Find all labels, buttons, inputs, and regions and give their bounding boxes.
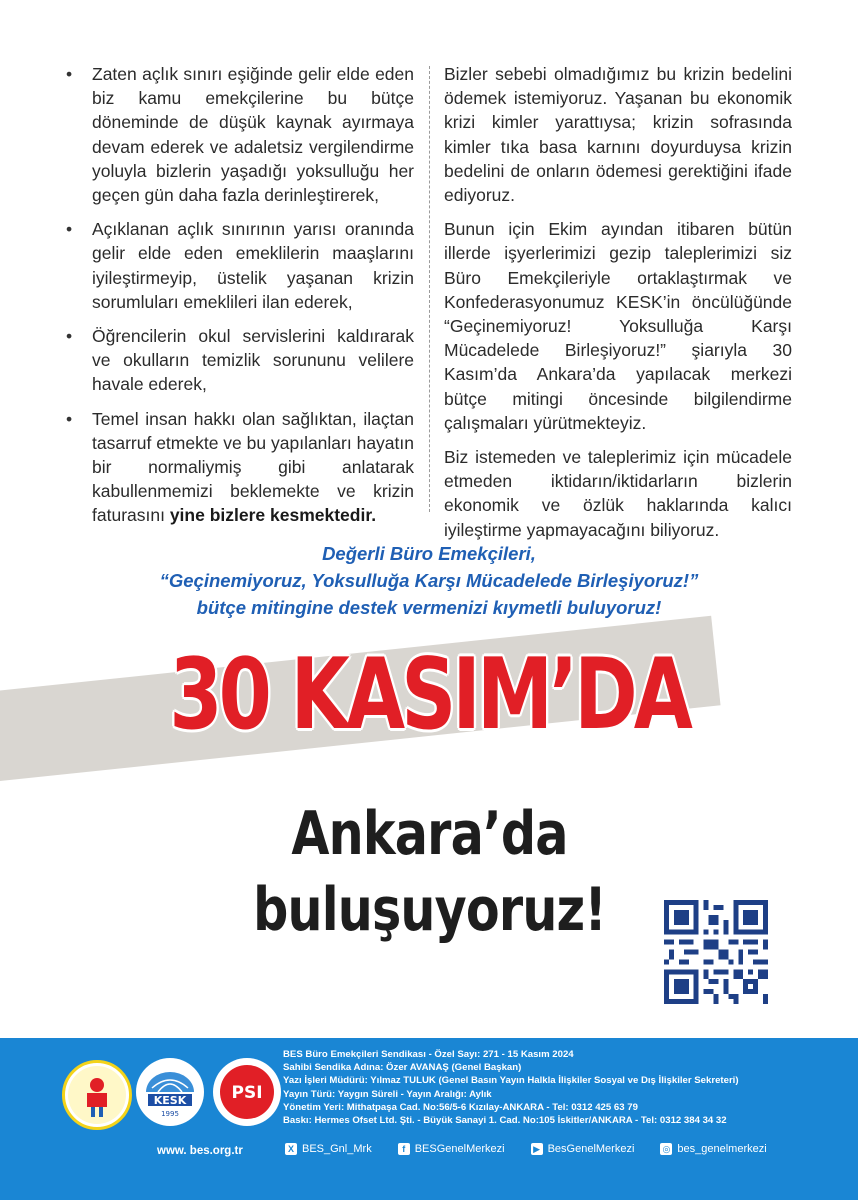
callout-message (0, 540, 858, 621)
social-handle: BESGenelMerkezi (414, 1143, 505, 1155)
social-links (285, 1143, 767, 1155)
list-item: • Açıklanan açlık sınırının yarısı oranında gelir elde eden emeklilerin maaşlarını iyileştirmeyip, üstelik yaşanan krizin sorumluları emeklileri ilan ederek, (62, 217, 414, 314)
list-item: • Zaten açlık sınırı eşiğinde gelir elde eden biz kamu emekçilerine bu bütçe döneminde de düşük kaynak ayırmaya devam ederek ve adaletsiz vergilendirme yoluyla bizlerin yaşadığı yoksulluğu her geçen gün daha fazla derinleştirerek, (62, 62, 414, 207)
publication-line: Yönetim Yeri: Mithatpaşa Cad. No:56/5-6 Kızılay-ANKARA - Tel: 0312 425 63 79 (283, 1101, 638, 1113)
callout-line: bütçe mitingine destek vermenizi kıymetli buluyoruz! (196, 597, 662, 618)
grievance-list (62, 62, 414, 528)
x-icon: X (285, 1143, 297, 1155)
social-handle: BES_Gnl_Mrk (302, 1143, 372, 1155)
social-facebook-link[interactable] (398, 1143, 505, 1155)
kesk-logo-year: 1995 (161, 1110, 179, 1118)
psi-logo-text: PSI (231, 1083, 263, 1103)
publication-line: Baskı: Hermes Ofset Ltd. Şti. - Büyük Sanayi 1. Cad. No:105 İskitler/ANKARA - Tel: 0312 384 34 32 (283, 1115, 727, 1127)
kesk-globe-icon (136, 1058, 204, 1126)
psi-logo (213, 1058, 281, 1126)
list-item: • Temel insan hakkı olan sağlıktan, ilaçtan tasarruf etmekte ve bu yapılanları hayatın bir normaliymiş gibi anlatarak kabullenmemizi beklemekte ve krizin faturasını yine bizlere kesmektedir. (62, 407, 414, 528)
social-handle: bes_genelmerkezi (677, 1143, 767, 1155)
publication-line: BES Büro Emekçileri Sendikası - Özel Sayı: 271 - 15 Kasım 2024 (283, 1049, 574, 1060)
qr-code[interactable] (664, 900, 768, 1004)
emphasis-text: yine bizlere kesmektedir. (169, 505, 377, 526)
callout-line: Değerli Büro Emekçileri, (322, 543, 536, 564)
column-divider (429, 66, 430, 512)
list-item: • Öğrencilerin okul servislerini kaldırarak ve okulların temizlik sorununu velilere havale ederek, (62, 324, 414, 397)
bes-emblem-icon (65, 1063, 129, 1127)
right-column (444, 62, 792, 552)
website-link[interactable]: www. bes.org.tr (157, 1145, 243, 1157)
publication-line: Yazı İşleri Müdürü: Yılmaz TULUK (Genel Basın Yayın Halkla İlişkiler Sosyal ve Dış İlişkiler Sekreteri) (283, 1075, 739, 1087)
psi-emblem-icon (213, 1058, 281, 1126)
social-handle: BesGenelMerkezi (547, 1143, 635, 1155)
publication-line: Yayın Türü: Yaygın Süreli - Yayın Aralığı: Aylık (283, 1088, 492, 1100)
bes-logo (62, 1060, 132, 1130)
paragraph: Bizler sebebi olmadığımız bu krizin bedelini ödemek istemiyoruz. Yaşanan bu ekonomik krizi kimler yarattıysa; krizin sofrasında kimler tıka basa karnını doyurduysa krizin bedelini de onların ödemesi gerektiğini ifade ediyoruz. (444, 64, 792, 206)
social-instagram-link[interactable] (660, 1143, 766, 1155)
subheadline-line: buluşuyoruz! (253, 875, 606, 945)
left-column (62, 62, 414, 538)
kesk-logo-text: KESK (153, 1094, 187, 1107)
publication-info (283, 1048, 739, 1127)
social-x-link[interactable] (285, 1143, 372, 1155)
youtube-icon: ▶ (531, 1143, 543, 1155)
headline: 30 KASIM’DA (169, 638, 690, 752)
facebook-icon: f (398, 1143, 410, 1155)
callout-line: “Geçinemiyoruz, Yoksulluğa Karşı Mücadelede Birleşiyoruz!” (159, 570, 699, 591)
publication-line: Sahibi Sendika Adına: Özer AVANAŞ (Genel Başkan) (283, 1062, 522, 1074)
instagram-icon: ◎ (660, 1143, 672, 1155)
subheadline-line: Ankara’da (291, 799, 568, 869)
kesk-logo (136, 1058, 204, 1126)
paragraph: Bunun için Ekim ayından itibaren bütün illerde işyerlerimizi gezip taleplerimizi siz Büro Emekçileriyle ortaklaştırmak ve Konfederasyonumuz KESK’in öncülüğünde “Geçinemiyoruz! Yoksulluğa Karşı Mücadelede Birleşiyoruz!” şiarıyla 30 Kasım’da Ankara’da yapılacak merkezi bütçe mitingi öncesinde bilgilendirme çalışmaları yürütmekteyiz. (444, 219, 792, 433)
social-youtube-link[interactable] (531, 1143, 635, 1155)
paragraph: Biz istemeden ve taleplerimiz için mücadele etmeden iktidarın/iktidarların bizlerin ekonomik ve özlük haklarında kalıcı iyileştirme yapmayacağını biliyoruz. (444, 447, 792, 540)
